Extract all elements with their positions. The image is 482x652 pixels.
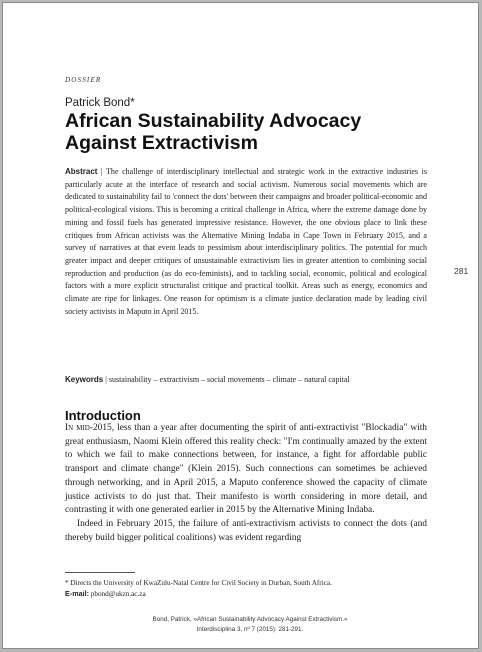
paragraph: Indeed in February 2015, the failure of anti-extractivism activists to connect the dots (and thereby build bigger political coalitions) was evident regarding [65, 518, 427, 543]
section-label: DOSSIER [65, 76, 102, 84]
paragraph-lead: In mid [65, 423, 90, 433]
introduction-body [65, 422, 427, 545]
keywords-text: sustainability – extractivism – social movements – climate – natural capital [108, 375, 350, 384]
article-title: African Sustainability Advocacy Against Extractivism [65, 110, 362, 154]
email-address: pbond@ukzn.ac.za [90, 589, 146, 598]
abstract-text: The challenge of interdisciplinary intellectual and strategic work in the extractive industries is particularly acute at the interface of research and social activism. Numerous social movements which are dedicated to sustainability fail to 'connect the dots' between their campaigns and broader political-economic and political-ecological visions. This is becoming a critical challenge in Africa, where the extreme damage done by mining and fossil fuels has generated impressive resistance. However, the one obvious place to link these critiques from African activists was the Alternative Mining Indaba in Cape Town in February 2015, and a survey of narratives at that event leads to pessimism about interdisciplinary politics. The potential for much greater impact and deeper critiques of unsustainable extractivism lies in greater attention to combining social reproduction and production (as do eco-feminists), and to tackling social, economic, political and ecological factors with a more explicit structuralist critique and practical toolkit. Areas such as energy, economics and climate are ripe for linkages. One reason for optimism is a climate justice declaration made by leading civil society activists in Maputo in April 2015. [65, 167, 427, 316]
introduction-heading: Introduction [65, 408, 141, 423]
footnote-affiliation: * Directs the University of KwaZulu-Natal Centre for Civil Society in Durban, South Africa. [65, 579, 332, 587]
footnote [65, 578, 435, 599]
email-label: E-mail: [65, 588, 89, 598]
citation-line: Bond, Patrick, »African Sustainability Advocacy Against Extractivism.« [152, 616, 348, 623]
page-number: 281 [454, 266, 469, 276]
footnote-email-line [65, 589, 435, 600]
abstract-label: Abstract [65, 167, 98, 176]
keywords [65, 374, 427, 386]
citation [65, 615, 435, 634]
paragraph-text: -2015, less than a year after documenting the spirit of anti-extractivist "Blockadia" with great enthusiasm, Naomi Klein offered this reality check: "I'm continually amazed by the extent to which we fail to make connections between, for instance, a fight for affordable public transport and climate change" (Klein 2015). Such connections can sometimes be achieved through networking, and in April 2015, a Maputo conference showed the capacity of climate justice activists to do just that. Their manifesto is worth considering in more detail, and contrasting it with one generated earlier in 2015 by the Alternative Mining Indaba. [65, 423, 427, 516]
footnote-divider [65, 572, 135, 573]
abstract [65, 166, 427, 318]
keywords-label: Keywords [65, 375, 104, 384]
keywords-separator: | [105, 375, 109, 384]
author-name: Patrick Bond* [65, 97, 135, 109]
paragraph [65, 422, 427, 518]
citation-line: Interdisciplina 3, nº 7 (2015): 281-291. [196, 625, 304, 633]
journal-page [2, 2, 479, 649]
abstract-separator: | [101, 167, 107, 176]
